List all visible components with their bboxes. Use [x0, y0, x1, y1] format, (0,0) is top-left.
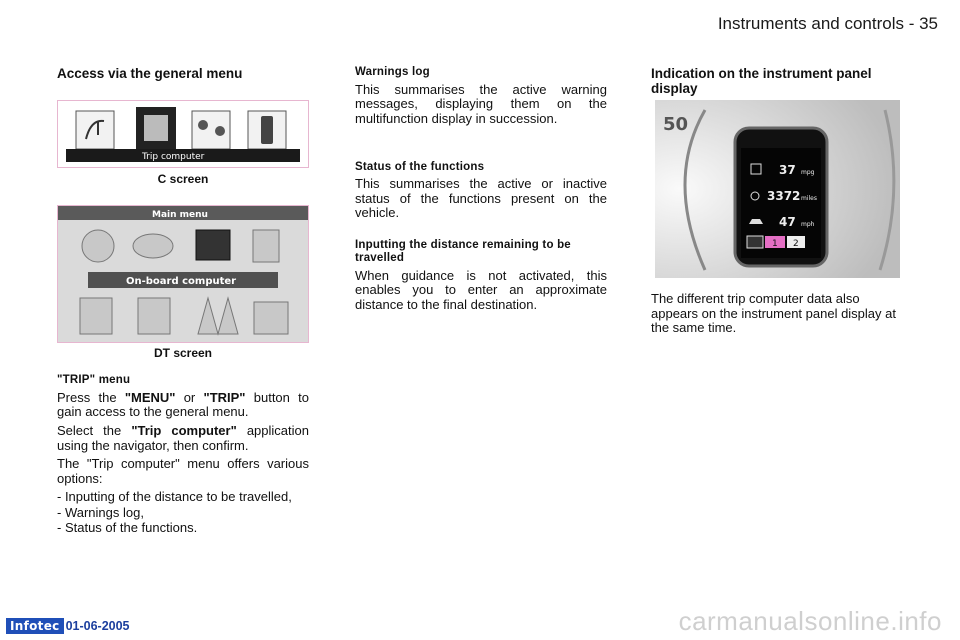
trip-menu-section [57, 374, 309, 537]
instrument-panel-illustration [655, 100, 900, 278]
dt-screen-image [57, 205, 309, 343]
gauge-label: 50 [663, 114, 689, 135]
page-title: Instruments and controls - 35 [717, 14, 938, 33]
general-menu-heading: Access via the general menu [57, 66, 243, 81]
watermark: carmanualsonline.info [678, 606, 942, 636]
navigation-icon [82, 230, 114, 262]
trip-options-list [57, 490, 309, 536]
left-column [57, 66, 309, 87]
middle-column [355, 66, 607, 316]
c-screen-caption: C screen [157, 172, 209, 186]
instrument-panel-text [651, 292, 907, 336]
c-screen-image [57, 100, 309, 168]
tab-1-label: 1 [772, 239, 778, 249]
status-functions-heading: Status of the functions [355, 160, 485, 173]
phone-panel-icon [80, 298, 112, 334]
row3-unit: mph [801, 221, 815, 228]
instrument-panel-paragraph: The different trip computer data also appears on the instrument panel display at the same time. [651, 291, 896, 336]
dt-screen-top-label: Main menu [152, 210, 208, 220]
audio-icon [133, 234, 173, 258]
dt-screen-caption: DT screen [153, 346, 213, 360]
c-screen-illustration [58, 101, 308, 167]
tab-2-label: 2 [793, 239, 799, 249]
list-item: - Status of the functions. [57, 520, 198, 536]
warnings-log-heading: Warnings log [355, 66, 430, 78]
dt-screen-illustration [58, 206, 308, 342]
trip-menu-paragraph-2: Select the "Trip computer" application using the navigator, then confirm. [57, 422, 309, 453]
dt-screen-mid-label: On-board computer [126, 276, 237, 287]
trip-menu-paragraph-3: The "Trip computer" menu offers various options: [57, 456, 309, 486]
tab-car-icon [747, 236, 763, 248]
row1-value: 37 [779, 163, 796, 177]
footer [6, 618, 130, 634]
row3-value: 47 [779, 215, 796, 229]
distance-remaining-text: When guidance is not activated, this enables you to enter an approximate distance to the final destination. [355, 267, 607, 312]
row1-unit: mpg [801, 169, 815, 176]
list-item: - Inputting of the distance to be travelled, [57, 489, 292, 505]
instrument-panel-heading: Indication on the instrument panel display [651, 66, 872, 97]
warnings-log-text: This summarises the active warning messages, displaying them on the multifunction display in succession. [355, 81, 607, 126]
c-screen-bar-label: Trip computer [142, 152, 205, 162]
row2-unit: miles [801, 195, 817, 202]
status-functions-text: This summarises the active or inactive status of the functions present on the vehicle. [355, 176, 607, 221]
video-icon [254, 302, 288, 334]
right-column [651, 66, 907, 102]
book-icon [253, 230, 279, 262]
music-icon [76, 111, 114, 149]
computer-icon [196, 230, 230, 260]
instrument-panel-image [655, 100, 900, 278]
list-item: - Warnings log, [57, 504, 144, 520]
infotec-logo: Infotec [6, 618, 64, 634]
map-icon [198, 298, 238, 334]
row2-value: 3372 [767, 189, 801, 203]
trip-menu-heading: "TRIP" menu [57, 374, 131, 386]
tools-icon [138, 298, 170, 334]
trip-menu-paragraph-1: Press the "MENU" or "TRIP" button to gain access to the general menu. [57, 389, 309, 420]
distance-remaining-heading: Inputting the distance remaining to be travelled [355, 239, 571, 264]
publication-date: 01-06-2005 [65, 619, 130, 633]
